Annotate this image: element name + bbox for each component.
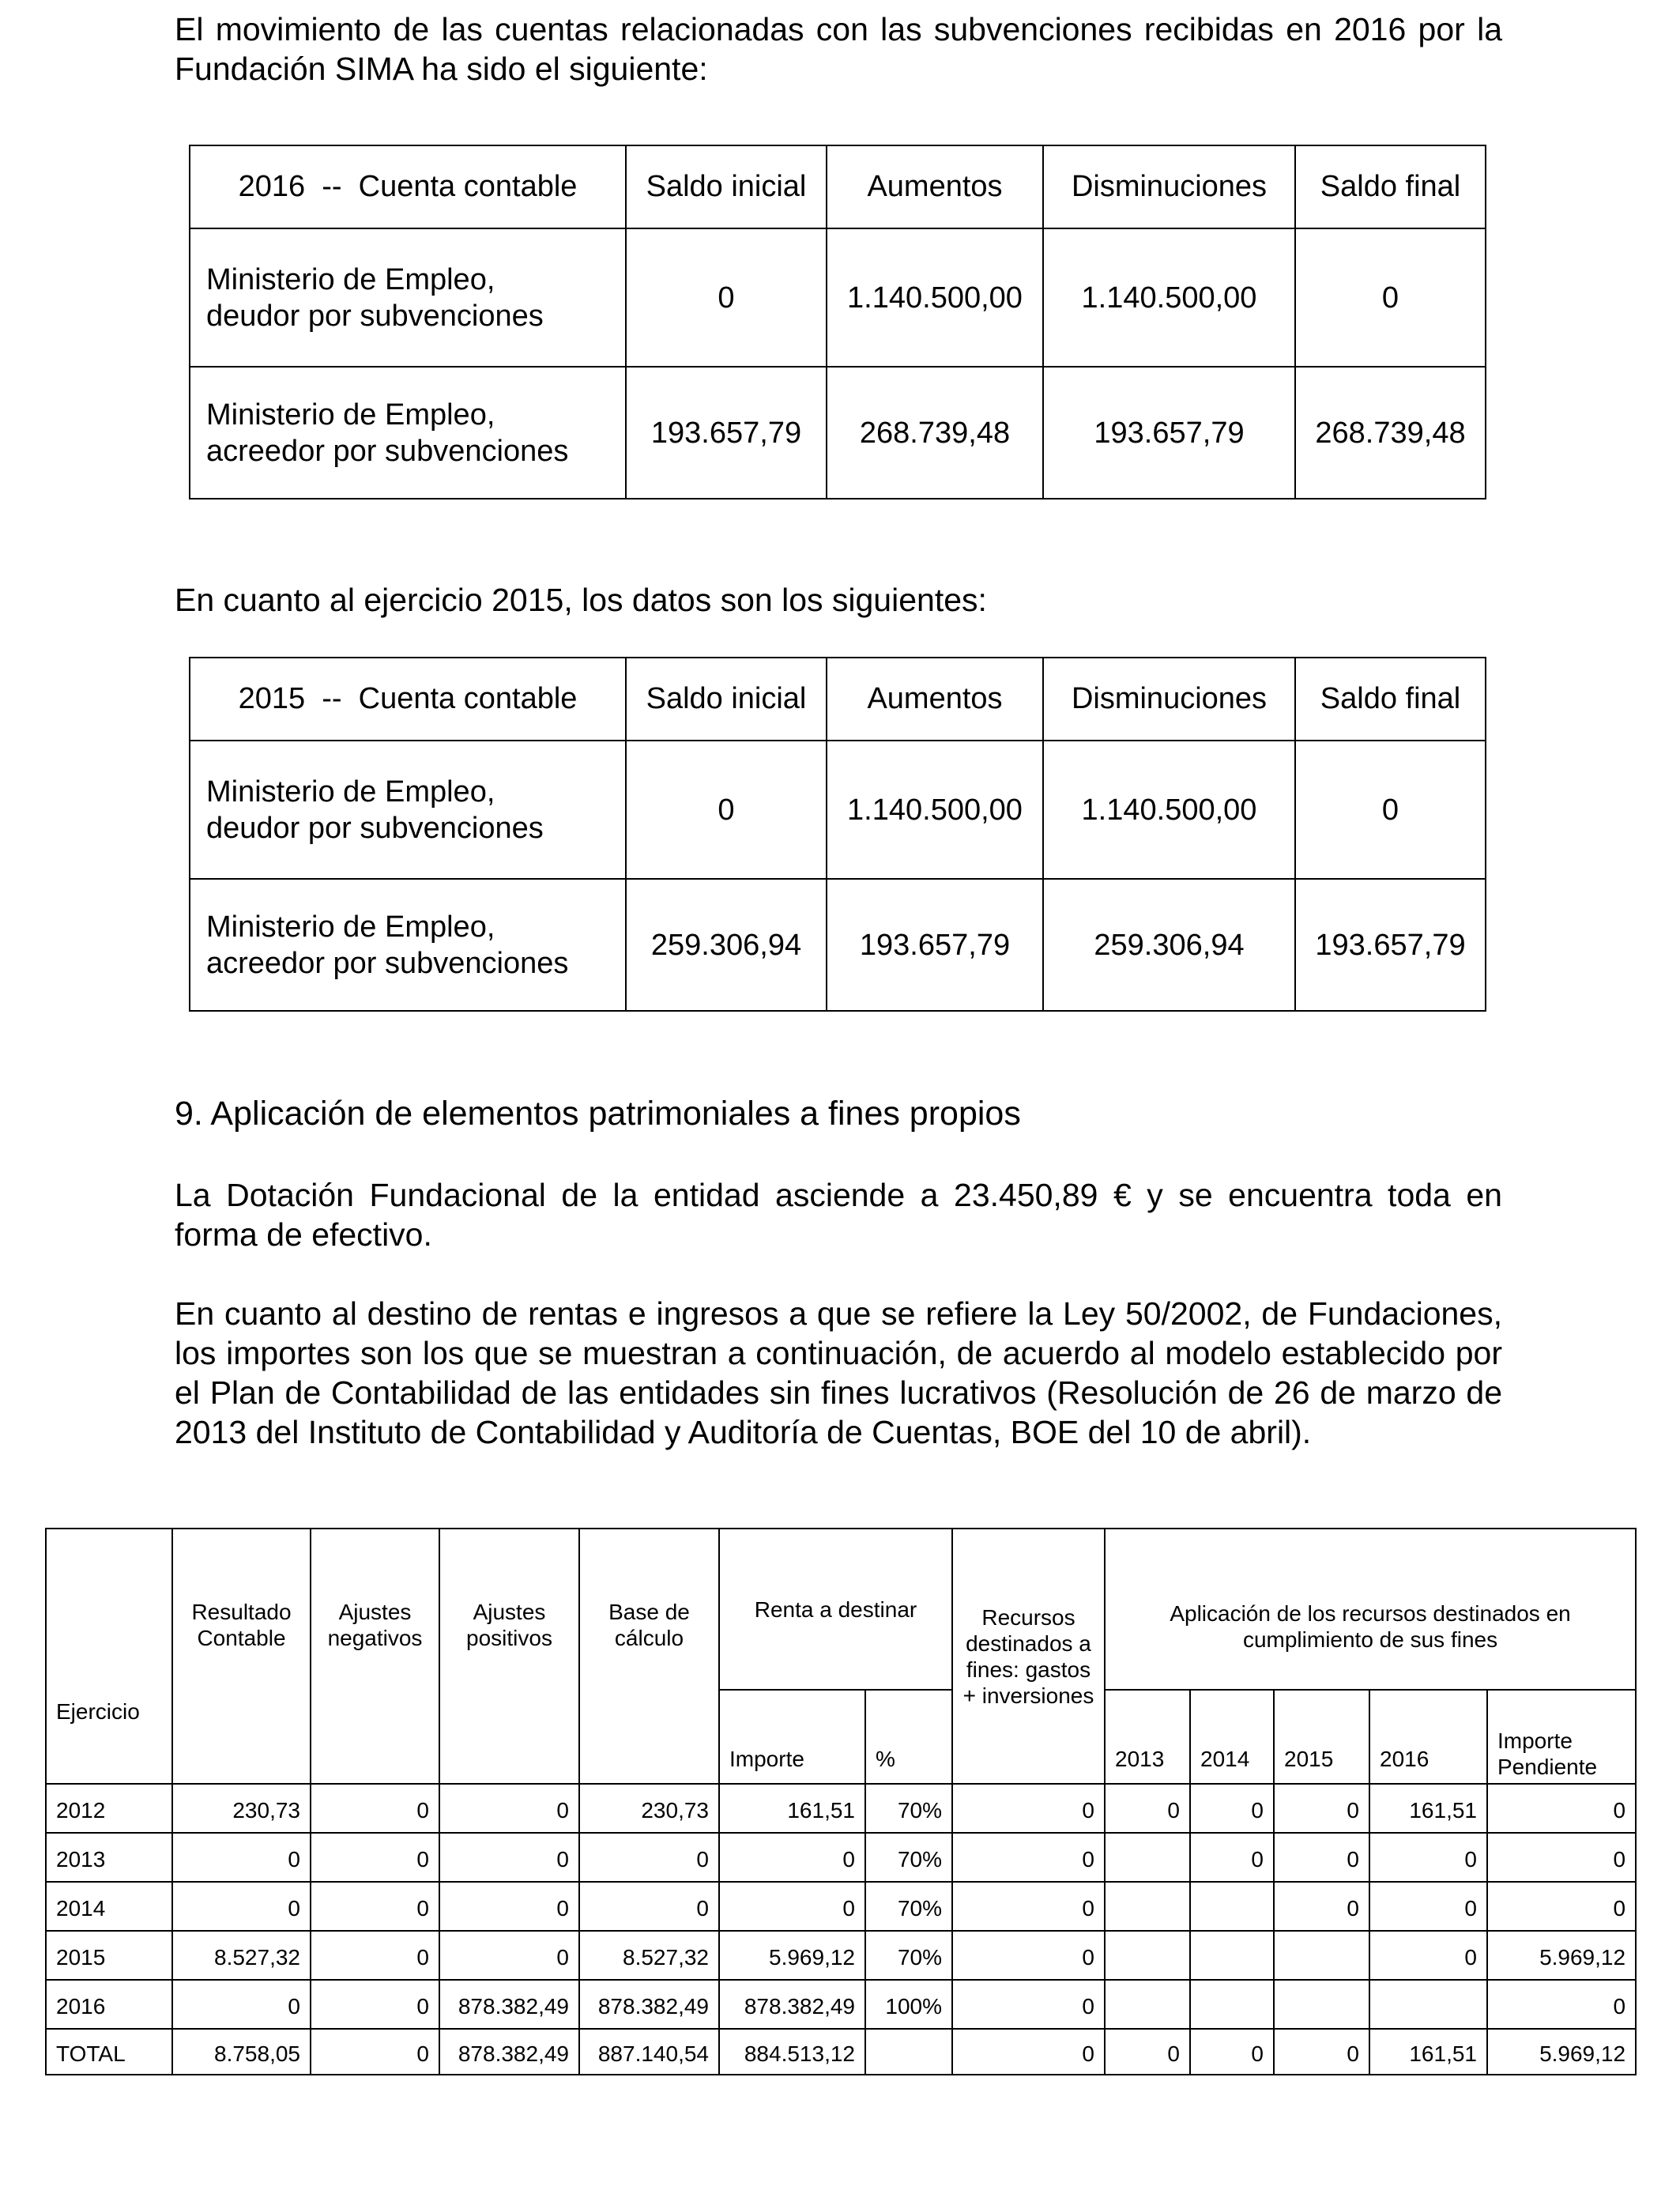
aplicacion-2014-cell: 0 bbox=[1190, 1833, 1274, 1882]
total-row bbox=[46, 2029, 1636, 2075]
aplicacion-2014-cell: 0 bbox=[1190, 2029, 1274, 2075]
table-header-row bbox=[46, 1529, 1636, 1690]
porcentaje-cell: 70% bbox=[865, 1931, 952, 1980]
disminuciones-value: 193.657,79 bbox=[1043, 367, 1295, 499]
table-row bbox=[46, 1882, 1636, 1931]
resultado-contable-cell: 230,73 bbox=[172, 1784, 311, 1833]
aumentos-value: 193.657,79 bbox=[827, 879, 1043, 1011]
table-row bbox=[190, 879, 1486, 1011]
ajustes-negativos-cell: 0 bbox=[311, 1980, 439, 2029]
base-calculo-cell: 0 bbox=[579, 1882, 719, 1931]
table-row bbox=[190, 228, 1486, 367]
ejercicio-cell: 2015 bbox=[46, 1931, 172, 1980]
disminuciones-value: 1.140.500,00 bbox=[1043, 228, 1295, 367]
aplicacion-2016-cell: 0 bbox=[1369, 1882, 1487, 1931]
header-saldo-inicial: Saldo inicial bbox=[626, 658, 827, 741]
ejercicio-cell: TOTAL bbox=[46, 2029, 172, 2075]
table-row bbox=[46, 1833, 1636, 1882]
ajustes-positivos-cell: 0 bbox=[439, 1833, 579, 1882]
saldo-final-value: 0 bbox=[1295, 228, 1486, 367]
porcentaje-cell: 100% bbox=[865, 1980, 952, 2029]
saldo-final-value: 268.739,48 bbox=[1295, 367, 1486, 499]
saldo-inicial-value: 0 bbox=[626, 741, 827, 879]
header-aumentos: Aumentos bbox=[827, 145, 1043, 228]
recursos-destinados-cell: 0 bbox=[952, 1980, 1105, 2029]
header-2014: 2014 bbox=[1190, 1690, 1274, 1784]
porcentaje-cell bbox=[865, 2029, 952, 2075]
header-importe-pendiente: Importe Pendiente bbox=[1487, 1690, 1636, 1784]
dotacion-paragraph: La Dotación Fundacional de la entidad asciende a 23.450,89 € y se encuentra toda en forma de efectivo. bbox=[175, 1177, 1502, 1253]
ejercicio-cell: 2016 bbox=[46, 1980, 172, 2029]
recursos-destinados-cell: 0 bbox=[952, 1833, 1105, 1882]
table-row bbox=[46, 1980, 1636, 2029]
subvenciones-2015-table bbox=[189, 657, 1486, 1012]
importe-pendiente-cell: 5.969,12 bbox=[1487, 1931, 1636, 1980]
aplicacion-2013-cell bbox=[1105, 1882, 1190, 1931]
aplicacion-2013-cell: 0 bbox=[1105, 1784, 1190, 1833]
resultado-contable-cell: 8.758,05 bbox=[172, 2029, 311, 2075]
ajustes-negativos-cell: 0 bbox=[311, 1784, 439, 1833]
table-row bbox=[190, 367, 1486, 499]
header-importe: Importe bbox=[719, 1690, 865, 1784]
aplicacion-2014-cell bbox=[1190, 1882, 1274, 1931]
aplicacion-2015-cell bbox=[1274, 1931, 1369, 1980]
aplicacion-2016-cell: 161,51 bbox=[1369, 2029, 1487, 2075]
saldo-final-value: 193.657,79 bbox=[1295, 879, 1486, 1011]
header-renta-a-destinar: Renta a destinar bbox=[719, 1529, 952, 1690]
aplicacion-2015-cell: 0 bbox=[1274, 1833, 1369, 1882]
aumentos-value: 1.140.500,00 bbox=[827, 228, 1043, 367]
aplicacion-2015-cell bbox=[1274, 1980, 1369, 2029]
disminuciones-value: 1.140.500,00 bbox=[1043, 741, 1295, 879]
resultado-contable-cell: 0 bbox=[172, 1980, 311, 2029]
porcentaje-cell: 70% bbox=[865, 1784, 952, 1833]
aplicacion-2015-cell: 0 bbox=[1274, 2029, 1369, 2075]
header-base-calculo: Base de cálculo bbox=[579, 1529, 719, 1784]
header-aumentos: Aumentos bbox=[827, 658, 1043, 741]
resultado-contable-cell: 0 bbox=[172, 1833, 311, 1882]
importe-pendiente-cell: 0 bbox=[1487, 1784, 1636, 1833]
recursos-destinados-cell: 0 bbox=[952, 1882, 1105, 1931]
aplicacion-2016-cell: 0 bbox=[1369, 1833, 1487, 1882]
header-porcentaje: % bbox=[865, 1690, 952, 1784]
ajustes-positivos-cell: 878.382,49 bbox=[439, 1980, 579, 2029]
header-cuenta-contable: 2015 -- Cuenta contable bbox=[190, 658, 626, 741]
header-disminuciones: Disminuciones bbox=[1043, 145, 1295, 228]
importe-cell: 0 bbox=[719, 1882, 865, 1931]
importe-pendiente-cell: 5.969,12 bbox=[1487, 2029, 1636, 2075]
saldo-inicial-value: 193.657,79 bbox=[626, 367, 827, 499]
importe-cell: 878.382,49 bbox=[719, 1980, 865, 2029]
table-row bbox=[46, 1784, 1636, 1833]
recursos-destinados-cell: 0 bbox=[952, 1784, 1105, 1833]
resultado-contable-cell: 0 bbox=[172, 1882, 311, 1931]
header-ajustes-negativos: Ajustes negativos bbox=[311, 1529, 439, 1784]
header-2013: 2013 bbox=[1105, 1690, 1190, 1784]
header-ejercicio: Ejercicio bbox=[46, 1529, 172, 1784]
intro-paragraph: El movimiento de las cuentas relacionadas con las subvenciones recibidas en 2016 por la Fundación SIMA ha sido el siguiente: bbox=[175, 11, 1502, 87]
table-row bbox=[190, 741, 1486, 879]
subvenciones-2016-table bbox=[189, 145, 1486, 499]
base-calculo-cell: 878.382,49 bbox=[579, 1980, 719, 2029]
saldo-inicial-value: 0 bbox=[626, 228, 827, 367]
header-resultado-contable: Resultado Contable bbox=[172, 1529, 311, 1784]
aumentos-value: 1.140.500,00 bbox=[827, 741, 1043, 879]
ajustes-positivos-cell: 0 bbox=[439, 1784, 579, 1833]
porcentaje-cell: 70% bbox=[865, 1833, 952, 1882]
destino-rentas-table bbox=[45, 1528, 1637, 2075]
ajustes-negativos-cell: 0 bbox=[311, 1833, 439, 1882]
aplicacion-2015-cell: 0 bbox=[1274, 1882, 1369, 1931]
header-disminuciones: Disminuciones bbox=[1043, 658, 1295, 741]
aplicacion-2016-cell: 161,51 bbox=[1369, 1784, 1487, 1833]
saldo-inicial-value: 259.306,94 bbox=[626, 879, 827, 1011]
header-saldo-final: Saldo final bbox=[1295, 145, 1486, 228]
account-name: Ministerio de Empleo, deudor por subvenciones bbox=[190, 228, 626, 367]
header-aplicacion-recursos: Aplicación de los recursos destinados en cumplimiento de sus fines bbox=[1105, 1529, 1636, 1690]
importe-cell: 0 bbox=[719, 1833, 865, 1882]
destino-paragraph: En cuanto al destino de rentas e ingresos a que se refiere la Ley 50/2002, de Fundaciones, los importes son los que se muestran a continuación, de acuerdo al modelo establecido por el Plan de Contabilidad de las entidades sin fines lucrativos (Resolución de 26 de marzo de 2013 del Instituto de Contabilidad y Auditoría de Cuentas, BOE del 10 de abril). bbox=[175, 1295, 1502, 1450]
resultado-contable-cell: 8.527,32 bbox=[172, 1931, 311, 1980]
ajustes-negativos-cell: 0 bbox=[311, 1882, 439, 1931]
header-recursos-destinados: Recursos destinados a fines: gastos + inversiones bbox=[952, 1529, 1105, 1784]
header-saldo-inicial: Saldo inicial bbox=[626, 145, 827, 228]
importe-pendiente-cell: 0 bbox=[1487, 1833, 1636, 1882]
importe-cell: 161,51 bbox=[719, 1784, 865, 1833]
ejercicio-cell: 2012 bbox=[46, 1784, 172, 1833]
importe-pendiente-cell: 0 bbox=[1487, 1882, 1636, 1931]
ejercicio-cell: 2014 bbox=[46, 1882, 172, 1931]
recursos-destinados-cell: 0 bbox=[952, 2029, 1105, 2075]
ajustes-negativos-cell: 0 bbox=[311, 2029, 439, 2075]
aplicacion-2013-cell bbox=[1105, 1931, 1190, 1980]
ajustes-negativos-cell: 0 bbox=[311, 1931, 439, 1980]
importe-pendiente-cell: 0 bbox=[1487, 1980, 1636, 2029]
account-name: Ministerio de Empleo, acreedor por subvenciones bbox=[190, 367, 626, 499]
importe-cell: 5.969,12 bbox=[719, 1931, 865, 1980]
aplicacion-2013-cell bbox=[1105, 1833, 1190, 1882]
account-name: Ministerio de Empleo, deudor por subvenciones bbox=[190, 741, 626, 879]
text-2015: En cuanto al ejercicio 2015, los datos son los siguientes: bbox=[175, 582, 987, 618]
aplicacion-2016-cell bbox=[1369, 1980, 1487, 2029]
aumentos-value: 268.739,48 bbox=[827, 367, 1043, 499]
account-name: Ministerio de Empleo, acreedor por subvenciones bbox=[190, 879, 626, 1011]
ejercicio-cell: 2013 bbox=[46, 1833, 172, 1882]
header-ajustes-positivos: Ajustes positivos bbox=[439, 1529, 579, 1784]
table-row bbox=[46, 1931, 1636, 1980]
ajustes-positivos-cell: 0 bbox=[439, 1882, 579, 1931]
ajustes-positivos-cell: 878.382,49 bbox=[439, 2029, 579, 2075]
recursos-destinados-cell: 0 bbox=[952, 1931, 1105, 1980]
saldo-final-value: 0 bbox=[1295, 741, 1486, 879]
base-calculo-cell: 8.527,32 bbox=[579, 1931, 719, 1980]
header-saldo-final: Saldo final bbox=[1295, 658, 1486, 741]
header-2015: 2015 bbox=[1274, 1690, 1369, 1784]
aplicacion-2015-cell: 0 bbox=[1274, 1784, 1369, 1833]
base-calculo-cell: 0 bbox=[579, 1833, 719, 1882]
table-header-row bbox=[190, 145, 1486, 228]
porcentaje-cell: 70% bbox=[865, 1882, 952, 1931]
aplicacion-2014-cell bbox=[1190, 1931, 1274, 1980]
aplicacion-2016-cell: 0 bbox=[1369, 1931, 1487, 1980]
base-calculo-cell: 230,73 bbox=[579, 1784, 719, 1833]
aplicacion-2013-cell: 0 bbox=[1105, 2029, 1190, 2075]
base-calculo-cell: 887.140,54 bbox=[579, 2029, 719, 2075]
header-2016: 2016 bbox=[1369, 1690, 1487, 1784]
aplicacion-2014-cell bbox=[1190, 1980, 1274, 2029]
importe-cell: 884.513,12 bbox=[719, 2029, 865, 2075]
aplicacion-2014-cell: 0 bbox=[1190, 1784, 1274, 1833]
disminuciones-value: 259.306,94 bbox=[1043, 879, 1295, 1011]
ajustes-positivos-cell: 0 bbox=[439, 1931, 579, 1980]
section-heading: 9. Aplicación de elementos patrimoniales a fines propios bbox=[175, 1095, 1021, 1133]
table-header-row bbox=[190, 658, 1486, 741]
header-cuenta-contable: 2016 -- Cuenta contable bbox=[190, 145, 626, 228]
aplicacion-2013-cell bbox=[1105, 1980, 1190, 2029]
